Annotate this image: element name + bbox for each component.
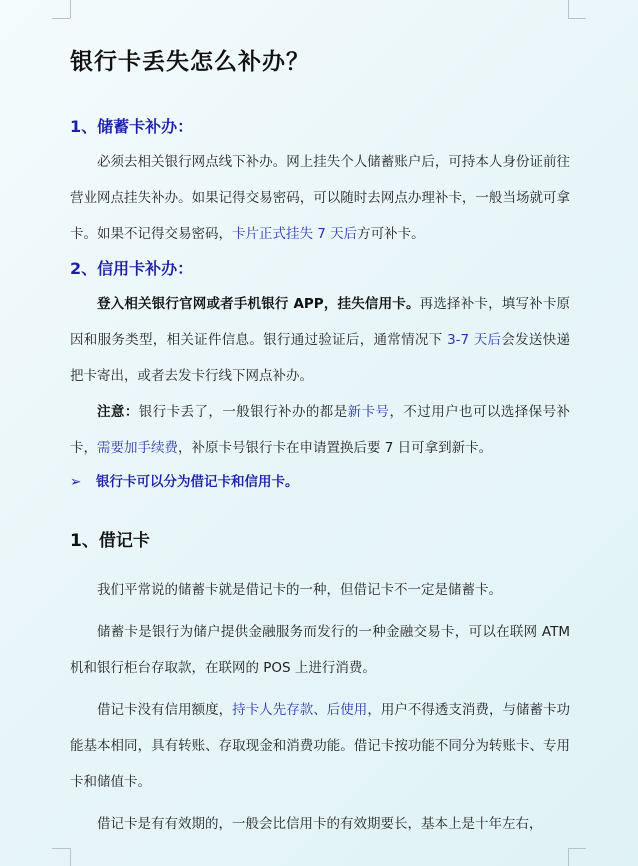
crop-mark-top-left [70,0,71,18]
crop-mark-bottom-right [568,848,586,849]
credit-card-paragraph: 登入相关银行官网或者手机银行 APP，挂失信用卡。再选择补卡，填写补卡原因和服务类型，相关证件信息。银行通过验证后，通常情况下 3-7 天后会发送快递把卡寄出，或者去发卡行线下网点补办。 [70,296,571,384]
crop-mark-bottom-left [70,848,71,866]
savings-card-paragraph: 必须去相关银行网点线下补办。网上挂失个人储蓄账户后，可持本人身份证前往营业网点挂失补办。如果记得交易密码，可以随时去网点办理补卡，一般当场就可拿卡。如果不记得交易密码，卡片正式挂失 7 天后方可补卡。 [70,154,570,242]
section-heading-credit-card: 2、信用卡补办： [70,259,194,278]
section-heading-debit-card: 1、借记卡 [70,531,150,551]
section-heading-savings-card: 1、储蓄卡补办： [70,117,194,136]
debit-card-paragraph-4: 借记卡是有有效期的，一般会比信用卡的有效期要长，基本上是十年左右， [97,816,543,832]
note-paragraph: 注意：银行卡丢了，一般银行补办的都是新卡号，不过用户也可以选择保号补卡，需要加手续费，补原卡号银行卡在申请置换后要 7 日可拿到新卡。 [70,404,571,456]
highlight-text: 卡片正式挂失 7 天后 [232,226,358,242]
debit-card-paragraph-2: 储蓄卡是银行为储户提供金融服务而发行的一种金融交易卡，可以在联网 ATM 机和银行柜台存取款，在联网的 POS 上进行消费。 [70,624,570,676]
highlight-text: 持卡人先存款、后使用 [232,702,368,718]
debit-card-paragraph-1: 我们平常说的储蓄卡就是借记卡的一种，但借记卡不一定是储蓄卡。 [97,582,502,598]
highlight-text: 新卡号 [347,404,390,420]
document-title: 银行卡丢失怎么补办？ [70,49,310,75]
document-page [70,38,570,842]
crop-mark-top-left [52,18,70,19]
arrow-bullet-icon: ➢ [70,474,82,490]
debit-card-paragraph-3: 借记卡没有信用额度，持卡人先存款、后使用，用户不得透支消费，与储蓄卡功能基本相同，具有转账、存取现金和消费功能。借记卡按功能不同分为转账卡、专用卡和储值卡。 [70,702,571,790]
note-label: 注意： [97,404,139,420]
crop-mark-top-right [568,18,586,19]
bullet-point: ➢ 银行卡可以分为借记卡和信用卡。 [70,466,570,498]
crop-mark-top-right [568,0,569,18]
crop-mark-bottom-left [52,848,70,849]
highlight-text: 3-7 天后 [447,332,502,348]
crop-mark-bottom-right [568,848,569,866]
highlight-text: 需要加手续费 [97,440,178,456]
